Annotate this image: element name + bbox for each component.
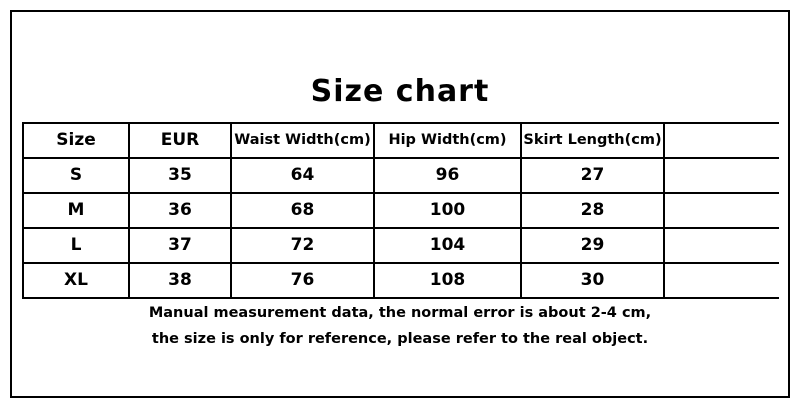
measurement-note [22,300,778,352]
table-header-row [23,123,779,158]
cell-hip-width: 104 [374,228,521,263]
table-row [23,263,779,298]
column-header-blank [664,123,779,158]
table-row [23,193,779,228]
cell-waist-width: 72 [231,228,374,263]
column-header-skirt-length: Skirt Length(cm) [521,123,664,158]
table-row [23,228,779,263]
measurement-note-line-2: the size is only for reference, please refer to the real object. [151,331,649,347]
cell-skirt-length: 29 [521,228,664,263]
cell-waist-width: 68 [231,193,374,228]
table-row [23,158,779,193]
cell-hip-width: 108 [374,263,521,298]
cell-waist-width: 76 [231,263,374,298]
cell-skirt-length: 30 [521,263,664,298]
cell-eur: 35 [129,158,231,193]
column-header-hip-width: Hip Width(cm) [374,123,521,158]
cell-skirt-length: 28 [521,193,664,228]
size-chart-container [10,10,790,398]
page-title: Size chart [310,74,490,109]
cell-eur: 36 [129,193,231,228]
size-chart-table [22,122,779,299]
cell-blank [664,263,779,298]
cell-hip-width: 96 [374,158,521,193]
measurement-note-line-1: Manual measurement data, the normal error is about 2-4 cm, [148,305,652,321]
cell-waist-width: 64 [231,158,374,193]
cell-skirt-length: 27 [521,158,664,193]
cell-eur: 38 [129,263,231,298]
cell-hip-width: 100 [374,193,521,228]
cell-size: L [23,228,129,263]
cell-blank [664,193,779,228]
cell-size: M [23,193,129,228]
cell-blank [664,228,779,263]
column-header-waist-width: Waist Width(cm) [231,123,374,158]
cell-size: XL [23,263,129,298]
cell-size: S [23,158,129,193]
cell-blank [664,158,779,193]
column-header-eur: EUR [129,123,231,158]
column-header-size: Size [23,123,129,158]
cell-eur: 37 [129,228,231,263]
